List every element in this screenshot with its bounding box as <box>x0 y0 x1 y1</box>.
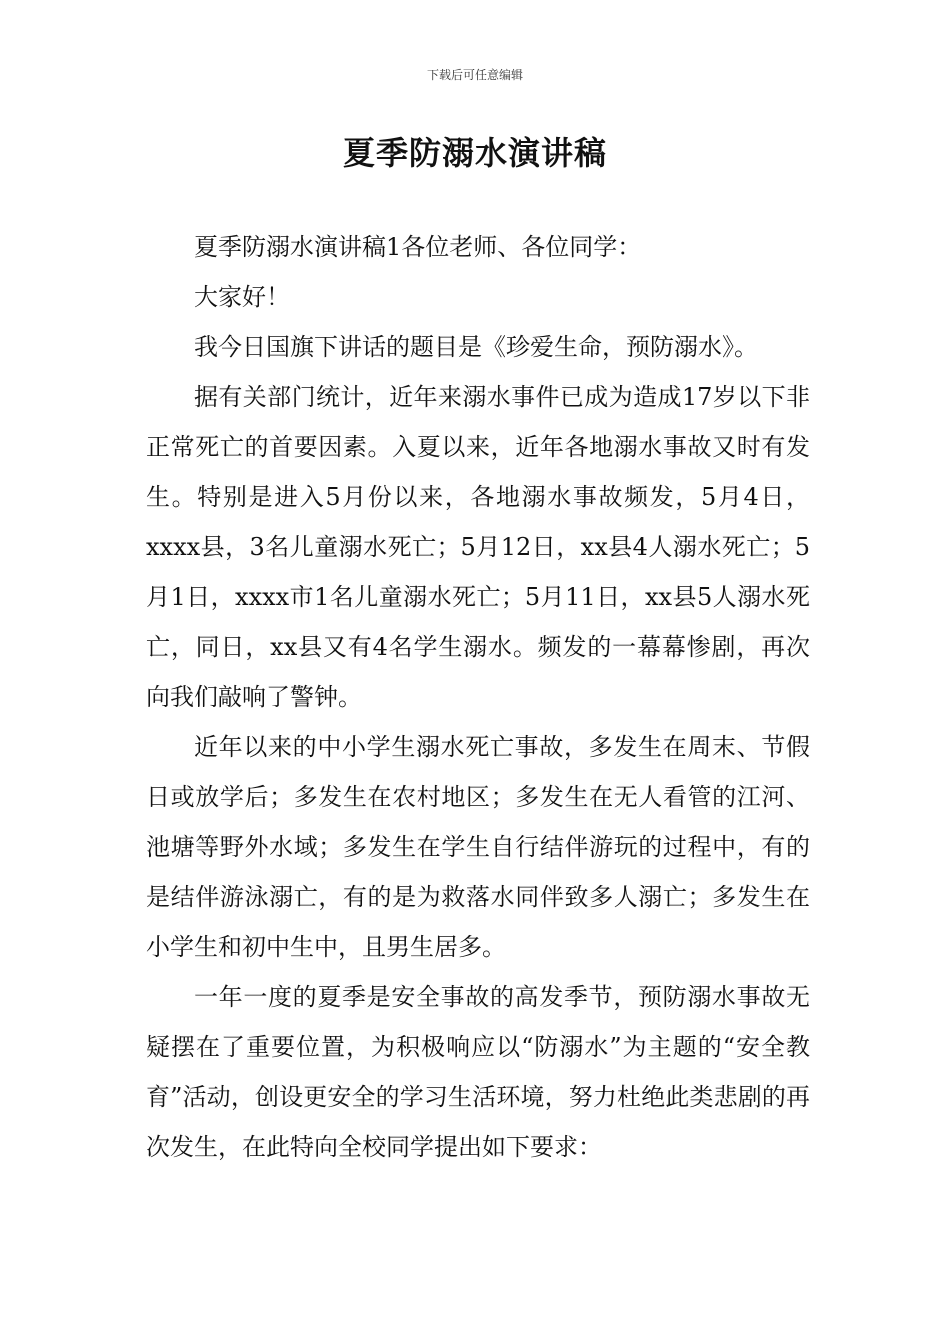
paragraph-hello: 大家好！ <box>194 283 290 311</box>
paragraph-topic: 我今日国旗下讲话的题目是《珍爱生命，预防溺水》。 <box>194 333 758 361</box>
paragraph-accident-patterns: 近年以来的中小学生溺水死亡事故，多发生在周末、节假日或放学后；多发生在农村地区；多发生在无人看管的江河、池塘等野外水域；多发生在学生自行结伴游玩的过程中，有的是结伴游泳溺亡，有的是为救落水同伴致多人溺亡；多发生在小学生和初中生中，且男生居多。 <box>146 733 810 961</box>
document-title: 夏季防溺水演讲稿 <box>342 134 607 172</box>
paragraph-statistics: 据有关部门统计，近年来溺水事件已成为造成17岁以下非正常死亡的首要因素。入夏以来，近年各地溺水事故又时有发生。特别是进入5月份以来，各地溺水事故频发，5月4日，xxxx县，3名儿童溺水死亡；5月12日，xx县4人溺水死亡；5月1日，xxxx市1名儿童溺水死亡；5月11日，xx县5人溺水死亡，同日，xx县又有4名学生溺水。频发的一幕幕惨剧，再次向我们敲响了警钟。 <box>146 383 810 711</box>
header-note: 下载后可任意编辑 <box>426 68 523 82</box>
paragraph-requirements-intro: 一年一度的夏季是安全事故的高发季节，预防溺水事故无疑摆在了重要位置，为积极响应以“防溺水”为主题的“安全教育”活动，创设更安全的学习生活环境，努力杜绝此类悲剧的再次发生，在此特向全校同学提出如下要求： <box>146 983 810 1161</box>
paragraph-greeting-line: 夏季防溺水演讲稿1各位老师、各位同学： <box>194 233 642 261</box>
document-body <box>146 222 810 1172</box>
